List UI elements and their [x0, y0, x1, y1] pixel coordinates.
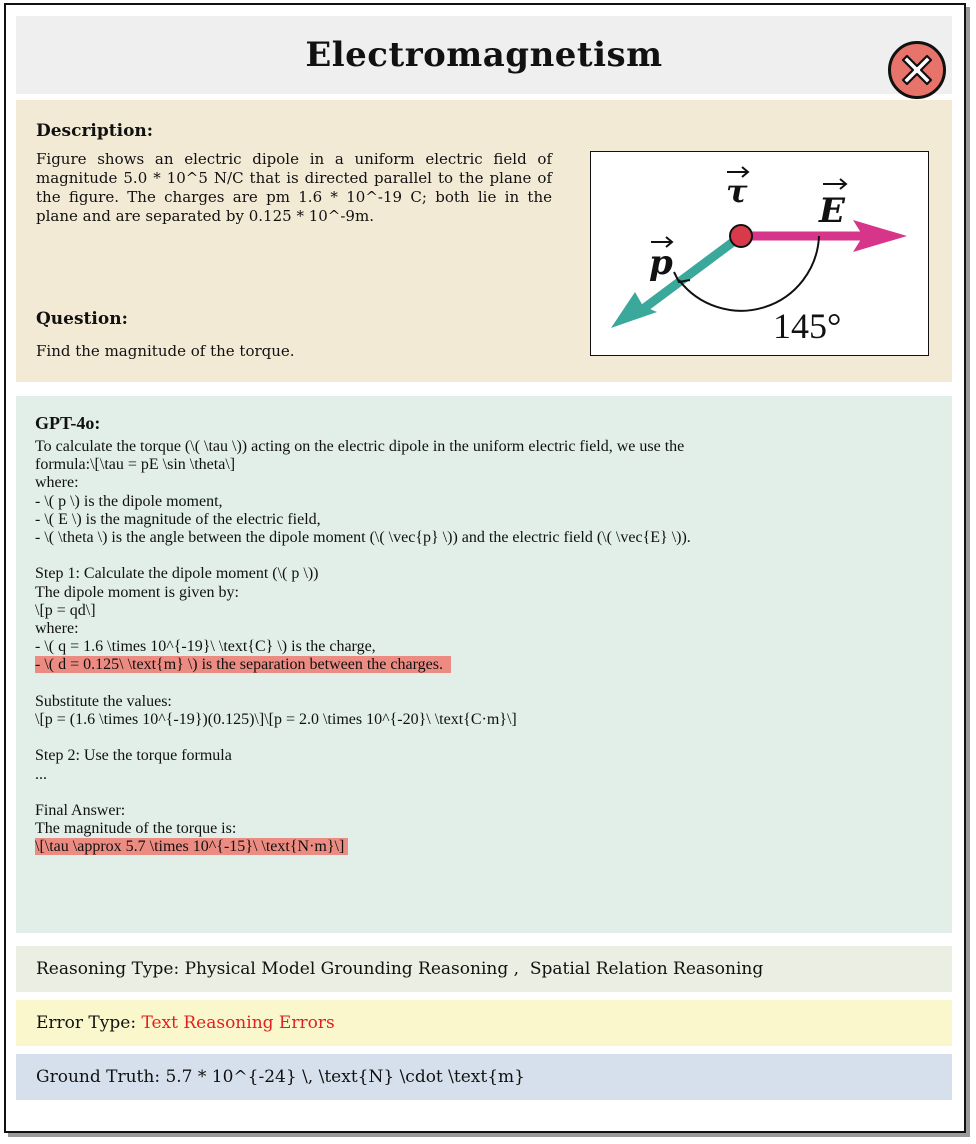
- error-type-value: Text Reasoning Errors: [141, 1013, 335, 1033]
- response-line: [35, 675, 940, 693]
- error-highlight: - \( d = 0.125\ \text{m} \) is the separation between the charges.: [35, 656, 451, 673]
- dipole-diagram: [591, 152, 927, 354]
- p-arrow-head: [611, 292, 657, 328]
- ground-truth-text: Ground Truth: 5.7 * 10^{-24} \, \text{N} \cdot \text{m}: [36, 1067, 525, 1087]
- response-line: formula:\[\tau = pE \sin \theta\]: [35, 456, 236, 474]
- description-text: Figure shows an electric dipole in a uniform electric field of magnitude 5.0 * 10^5 N/C that is directed parallel to the plane of the figure. The charges are pm 1.6 * 10^-19 C; both lie in the plane and are separated by 0.125 * 10^-9m.: [36, 150, 552, 225]
- response-line: [35, 729, 940, 747]
- response-line: - \( p \) is the dipole moment,: [35, 492, 223, 510]
- response-line: To calculate the torque (\( \tau \)) acting on the electric dipole in the uniform electric field, we use the: [35, 438, 685, 455]
- p-label: p: [649, 243, 673, 283]
- dipole-figure: [590, 151, 929, 356]
- response-line: The dipole moment is given by:: [35, 583, 239, 601]
- reasoning-type-bar: [16, 946, 952, 992]
- ground-truth-bar: [16, 1054, 952, 1100]
- response-line: \[p = qd\]: [35, 601, 96, 619]
- error-type-label: Error Type:: [36, 1013, 142, 1033]
- error-type-text: [36, 1000, 335, 1046]
- response-line-answer-highlight: [35, 838, 940, 856]
- response-line: ...: [35, 765, 47, 783]
- answer-highlight: \[\tau \approx 5.7 \times 10^{-15}\ \text{N·m}\]: [35, 838, 348, 855]
- e-vector-arrow: [823, 179, 846, 189]
- dipole-center-dot: [730, 225, 752, 247]
- gpt-response-panel: [16, 396, 952, 933]
- response-line: where:: [35, 474, 79, 492]
- response-line: - \( \theta \) is the angle between the dipole moment (\( \vec{p} \)) and the electric field (\( \vec{E} \)).: [35, 529, 691, 547]
- description-label: Description:: [36, 121, 154, 141]
- close-button[interactable]: [888, 41, 946, 99]
- tau-label: τ: [726, 172, 748, 210]
- response-line: Step 1: Calculate the dipole moment (\( p \)): [35, 565, 319, 583]
- header: [16, 16, 952, 94]
- response-line: where:: [35, 620, 79, 638]
- gpt-label: GPT-4o:: [35, 413, 101, 433]
- response-line: [35, 784, 940, 802]
- angle-label: 145°: [773, 306, 842, 346]
- description-panel: [16, 100, 952, 382]
- question-text: Find the magnitude of the torque.: [36, 342, 295, 360]
- angle-arc: [679, 236, 819, 311]
- response-line-error-highlight: [35, 656, 940, 674]
- response-line: [35, 547, 940, 565]
- reasoning-type-text: Reasoning Type: Physical Model Grounding Reasoning , Spatial Relation Reasoning: [36, 959, 764, 979]
- response-line: Substitute the values:: [35, 692, 172, 710]
- close-x-icon: [895, 48, 939, 92]
- response-line: Final Answer:: [35, 802, 126, 819]
- response-line: - \( E \) is the magnitude of the electric field,: [35, 510, 321, 528]
- gpt-response-body: [35, 438, 940, 857]
- response-line: Step 2: Use the torque formula: [35, 747, 232, 765]
- question-label: Question:: [36, 309, 128, 329]
- response-line: - \( q = 1.6 \times 10^{-19}\ \text{C} \) is the charge,: [35, 638, 376, 656]
- page-title: Electromagnetism: [305, 35, 663, 75]
- error-type-bar: [16, 1000, 952, 1046]
- e-label: E: [819, 191, 845, 231]
- response-line: \[p = (1.6 \times 10^{-19})(0.125)\]\[p = 2.0 \times 10^{-20}\ \text{C·m}\]: [35, 711, 517, 729]
- response-line: The magnitude of the torque is:: [35, 820, 237, 838]
